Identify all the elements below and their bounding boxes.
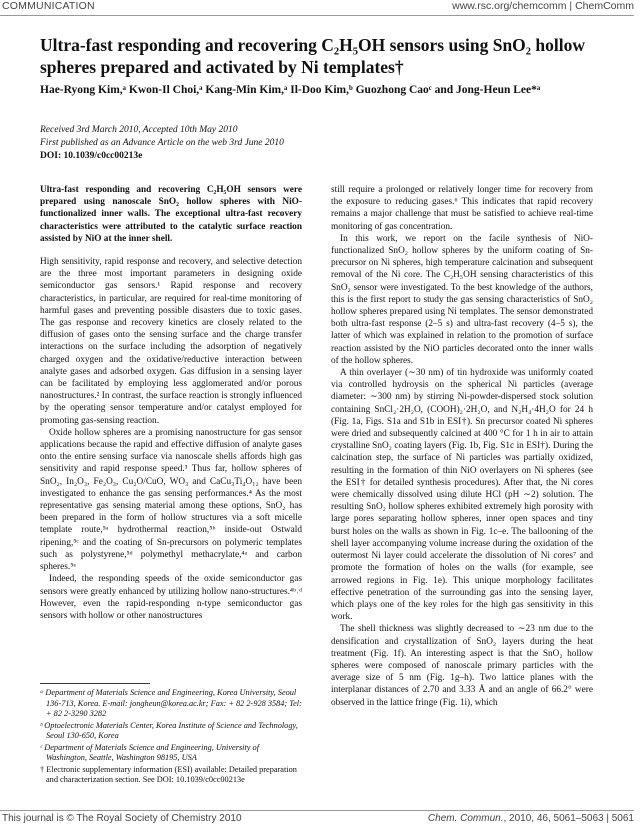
section-label: COMMUNICATION xyxy=(2,0,95,12)
paragraph: Indeed, the responding speeds of the oxide semiconductor gas sensors were greatly enhanced by utilizing hollow nano-structures.⁴ᵇ˒ᵈ However, even the rapid-responding n-type semiconductor gas sensors with hollow or other nanostructures xyxy=(40,574,302,621)
page-header xyxy=(0,0,640,15)
published-date: First published as an Advance Article on the web 3rd June 2010 xyxy=(40,138,284,148)
paragraph: A thin overlayer (∼30 nm) of tin hydroxide was uniformly coated via controlled hydroysis on the spherical Ni particles (average diameter: ∼300 nm) by stirring Ni-powder-dispersed stock solution containing SnCl₂·2H₂O, (COOH)₂·2H₂O, and N₂H₄·4H₂O for 24 h (Fig. 1a, Figs. S1a and S1b in ESI†). Sn precursor coated Ni spheres were dried and subsequently calcined at 400 °C for 1 h in air to attain crystalline SnO₂ coating layers (Fig. 1b, Fig. S1c in ESI†). During the calcination step, the surface of Ni particles was partially oxidized, resulting in the formation of thin NiO overlayers on Ni spheres (see the ESI† for detailed synthesis procedures). After that, the Ni cores were chemically dissolved using dilute HCl (pH ∼2) solution. The resulting SnO₂ hollow spheres exhibited extremely high porosity with large pores separating hollow spheres, inner open spaces and tiny burst holes on the walls as shown in Fig. 1c–e. The ballooning of the shell layer accompanying volume increase during the oxidation of the outermost Ni layer could accelerate the dissolution of Ni cores⁷ and promote the formation of holes on the walls (for example, see arrowed regions in Fig. 1e). This unique morphology facilitates effective penetration of the surrounding gas into the sensing layer, which plays one of the key roles for the high gas sensitivity in this work. xyxy=(331,368,593,623)
page-number: 5061 xyxy=(611,813,634,824)
footer-volume: , 2010, 46, 5061–5063 xyxy=(503,813,604,824)
left-column xyxy=(40,184,302,622)
footer-separator: | xyxy=(606,813,609,824)
doi[interactable]: DOI: 10.1039/c0cc00213e xyxy=(40,151,143,161)
article-title: Ultra-fast responding and recovering C₂H₅OH sensors using SnO₂ hollow spheres prepared and activated by Ni templates† xyxy=(40,35,586,77)
received-date: Received 3rd March 2010, Accepted 10th May 2010 xyxy=(40,125,238,135)
copyright-notice: This journal is © The Royal Society of Chemistry 2010 xyxy=(2,813,242,824)
site-url[interactable]: www.rsc.org/chemcomm xyxy=(452,0,567,12)
paragraph: Oxide hollow spheres are a promising nanostructure for gas sensor applications because the rapid and effective diffusion of analyte gases onto the entire sensing surface via nanoscale shells affords high gas sensitivity and rapid response speed.³ Thus far, hollow spheres of SnO₂, In₂O₃, Fe₂O₃, Cu₂O/CuO, WO₃ and CaCu₃Ti₄O₁₂ have been investigated to enhance the gas sensing performances.⁴ As the most representative gas sensing material among these options, SnO₂ has been prepared in the form of hollow structures via a soft micelle template route,⁵ᵃ hydrothermal reaction,⁵ᵇ inside-out Ostwald ripening,⁵ᶜ and the coating of Sn-precursors on polymeric templates such as polystyrene,⁵ᵈ polymethyl methacrylate,⁴ᵃ and carbon spheres.⁵ᵉ xyxy=(40,427,302,573)
affiliation-c: ᶜ Department of Materials Science and Engineering, University of Washington, Seattle, Washington 98195, USA xyxy=(40,742,260,762)
header-separator: | xyxy=(569,0,573,12)
paragraph: The shell thickness was slightly decreased to ∼23 nm due to the densification and crystallization of SnO₂ layers during the heat treatment (Fig. 1f). An interesting aspect is that the SnO₂ hollow spheres were composed of nanoscale primary particles with the average size of 5 nm (Fig. 1g–h). Two lattice planes with the interplanar distances of 2.70 and 3.33 Å and an angle of 66.2° were observed in the lattice fringe (Fig. 1i), which xyxy=(331,624,593,708)
affiliation-b: ᵇ Optoelectronic Materials Center, Korea Institute of Science and Technology, Seoul 130-650, Korea xyxy=(40,720,298,740)
esi-note: † Electronic supplementary information (ESI) available: Detailed preparation and characterization section. See DOI: 10.1039/c0cc00213e xyxy=(40,764,297,784)
footer-rule xyxy=(0,810,634,811)
journal-name: ChemComm xyxy=(575,0,634,12)
author-list: Hae-Ryong Kim,ᵃ Kwon-Il Choi,ᵃ Kang-Min Kim,ᵃ Il-Doo Kim,ᵇ Guozhong Caoᶜ and Jong-Heun Lee*ᵃ xyxy=(40,84,541,96)
abstract: Ultra-fast responding and recovering C₂H₅OH sensors were prepared using nanoscale SnO₂ hollow spheres with NiO-functionalized inner walls. The exceptional ultra-fast recovery characteristics were attributed to the catalytic surface reaction assisted by NiO at the inner shell. xyxy=(40,185,302,244)
header-rule xyxy=(0,15,634,16)
footer-journal: Chem. Commun. xyxy=(427,813,504,824)
publication-dates xyxy=(40,124,600,163)
affiliation-footnotes xyxy=(40,688,302,787)
paragraph: High sensitivity, rapid response and recovery, and selective detection are the three most important parameters in designing oxide semiconductor gas sensors.¹ Rapid response and recovery characteristics, in particular, are required for real-time monitoring of harmful gases and preventing possible disasters due to toxic gases. The gas response and recovery kinetics are closely related to the diffusion of gases onto the sensing surface and the charge transfer interactions on the surface including the adsorption of negatively charged oxygen and the oxidative/reductive interaction between analyte gases and adsorbed oxygen. Gas diffusion in a sensing layer can be facilitated by employing less agglomerated and/or porous nanostructures.² In contrast, the surface reaction is strongly influenced by the operating sensor temperature and/or catalyst employed for promoting gas-sensing reaction. xyxy=(40,257,302,426)
header-right xyxy=(452,0,634,12)
affiliation-a: ᵃ Department of Materials Science and Engineering, Korea University, Seoul 136-713, Korea. E-mail: jongheun@korea.ac.kr; Fax: + 82 2-928 3584; Tel: + 82 2-3290 3282 xyxy=(40,688,302,718)
paragraph: still require a prolonged or relatively longer time for recovery from the exposure to reducing gases.⁶ This indicates that rapid recovery remains a major challenge that must be satisfied to achieve real-time monitoring of gas concentration. xyxy=(331,185,593,232)
right-column xyxy=(331,184,593,709)
footnote-rule xyxy=(40,683,150,684)
footer-citation xyxy=(428,813,634,824)
paragraph: In this work, we report on the facile synthesis of NiO-functionalized SnO₂ hollow spheres by the uniform coating of Sn-precursor on Ni spheres, high temperature calcination and subsequent removal of the Ni core. The C₂H₅OH sensing characteristics of this SnO₂ sensor were investigated. To the best knowledge of the authors, this is the first report to study the gas sensing characteristics of SnO₂ hollow spheres prepared using Ni templates. The sensor demonstrated both ultra-fast response (2–5 s) and ultra-fast recovery (4–5 s), the latter of which was explained in relation to the promotion of surface reaction assisted by the NiO particles decorated onto the inner walls of the hollow spheres. xyxy=(331,233,593,366)
